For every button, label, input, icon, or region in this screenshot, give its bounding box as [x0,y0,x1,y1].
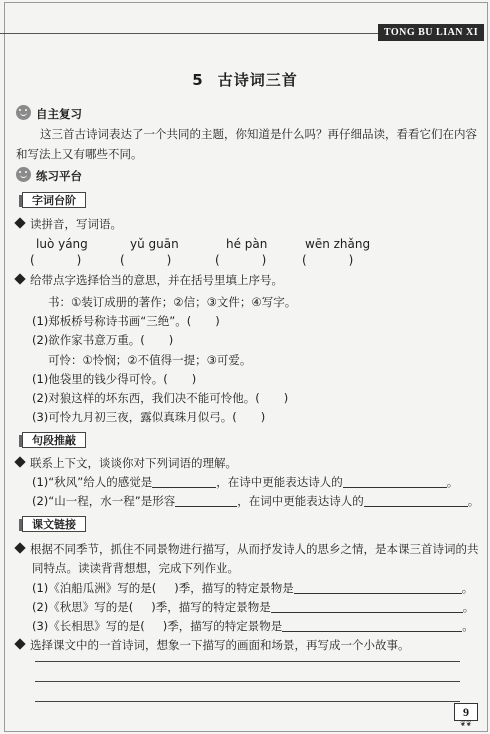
vocab-question-2: 给带点字选择恰当的意思，并在括号里填上序号。 [16,272,283,288]
lesson-number: 5 [192,71,204,89]
link-item-1: (1)《泊船瓜洲》写的是( )季，描写的特定景物是 。 [32,581,474,595]
jie-definitions: 书：①装订成册的著作；②信；③文件；④写字。 [48,295,297,309]
pinyin-2: yǔ guān [130,237,179,251]
lesson-title-text: 古诗词三首 [217,71,298,89]
answer-blank[interactable] [271,612,463,613]
answer-blank[interactable] [175,506,237,507]
link-item-3: (3)《长相思》写的是( )季，描写的特定景物是 。 [32,619,474,633]
smiley-icon [16,105,31,120]
answer-blank[interactable] [282,631,462,632]
diamond-bullet-icon [14,638,25,649]
jie-item-1: (1)郑板桥号称诗书画“三绝”。( ) [32,314,220,328]
answer-blank[interactable] [152,487,216,488]
page-number: 9 [454,703,478,721]
diamond-bullet-icon [14,456,25,467]
answer-blank[interactable] [364,506,468,507]
ke-item-1: (1)他袋里的钱少得可怜。( ) [32,372,197,386]
review-para-2: 和写法上又有哪些不同。 [16,147,143,161]
vocab-question-1: 读拼音，写词语。 [16,216,122,232]
lesson-title [0,69,490,90]
header-tab: TONG BU LIAN XI [378,24,484,41]
passage-section-label: 句段推敲 [22,432,86,448]
ke-item-3: (3)可怜九月初三夜，露似真珠月似弓。( ) [32,410,266,424]
writing-line[interactable] [35,701,460,702]
review-heading: 自主复习 [36,107,82,121]
review-para-1: 这三首古诗词表达了一个共同的主题，你知道是什么吗？再仔细品读，看看它们在内容 [40,127,477,141]
smiley-icon [16,167,31,182]
answer-blank[interactable] [343,487,447,488]
ke-item-2: (2)对狼这样的坏东西，我们决不能可怜他。( ) [32,391,289,405]
diamond-bullet-icon [14,273,25,284]
passage-item-2: (2)“山一程，水一程”是形容 ，在词中更能表达诗人的 。 [32,494,480,508]
pinyin-4: wēn zhǎng [305,237,371,251]
pinyin-answer-1[interactable]: ( ) [30,253,82,267]
header-rule [0,33,380,34]
writing-line[interactable] [35,681,460,682]
writing-line[interactable] [35,661,460,662]
pinyin-answer-2[interactable]: ( ) [120,253,172,267]
diamond-bullet-icon [14,542,25,553]
pinyin-answer-3[interactable]: ( ) [215,253,267,267]
pinyin-1: luò yáng [36,237,88,251]
pinyin-3: hé pàn [226,237,268,251]
pinyin-answer-4[interactable]: ( ) [302,253,354,267]
link-question-1-cont: 同特点。读读背背想想，完成下列作业。 [32,561,239,575]
diamond-bullet-icon [14,217,25,228]
text-link-section-label: 课文链接 [22,516,86,532]
passage-question: 联系上下文，谈谈你对下列词语的理解。 [16,455,237,471]
jie-item-2: (2)欲作家书意万重。( ) [32,333,174,347]
link-item-2: (2)《秋思》写的是( )季，描写的特定景物是 。 [32,600,475,614]
link-question-2: 选择课文中的一首诗词，想象一下描写的画面和场景，再写成一个小故事。 [16,637,410,653]
passage-item-1: (1)“秋风”给人的感觉是 ，在诗中更能表达诗人的 。 [32,475,459,489]
vocab-section-label: 字词台阶 [22,192,86,208]
link-question-1: 根据不同季节，抓住不同景物进行描写，从而抒发诗人的思乡之情，是本课三首诗词的共 [16,541,479,557]
answer-blank[interactable] [294,593,462,594]
practice-heading: 练习平台 [36,169,82,183]
page-ornament-icon: ❦❦ [460,720,472,728]
ke-definitions: 可怜：①怜悯；②不值得一提；③可爱。 [48,353,252,367]
